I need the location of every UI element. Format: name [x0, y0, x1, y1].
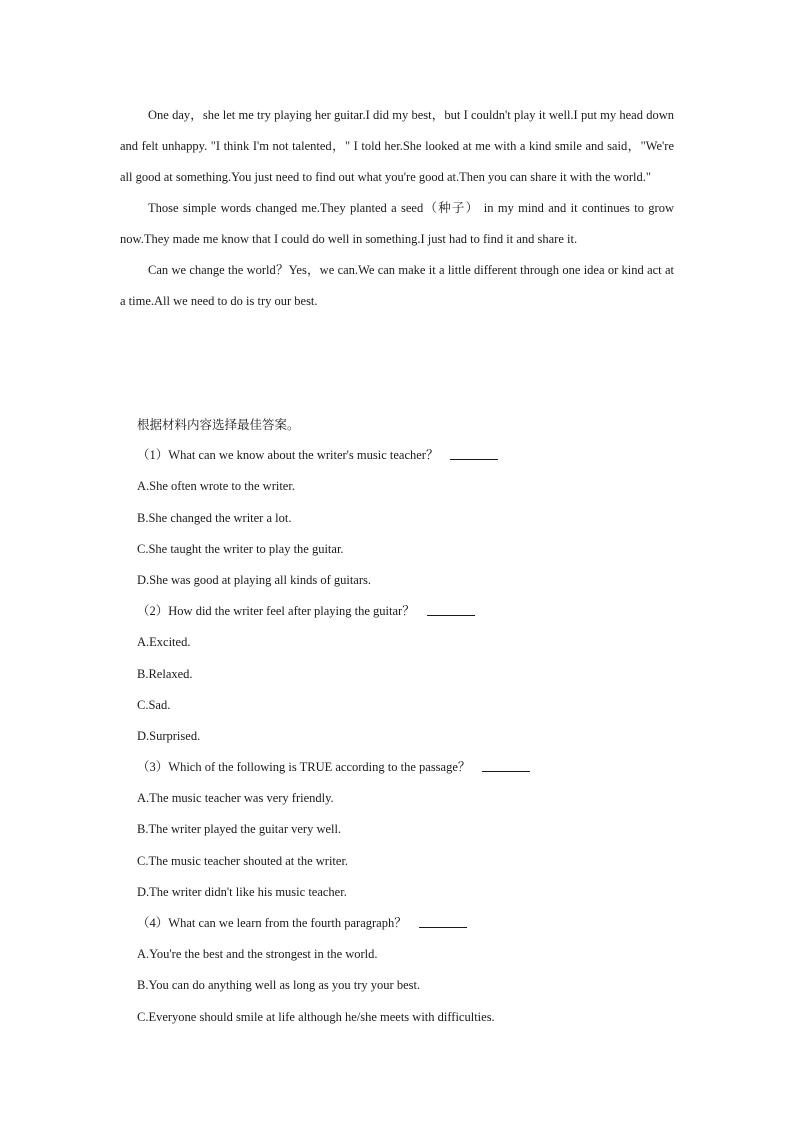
question-number: （1）	[137, 448, 169, 463]
question-3	[137, 752, 697, 783]
option-b: B.She changed the writer a lot.	[137, 510, 292, 525]
option-a: A.The music teacher was very friendly.	[137, 791, 334, 806]
answer-blank[interactable]	[450, 458, 498, 460]
option-a: A.Excited.	[137, 635, 191, 650]
question-stem: What can we learn from the fourth paragraph？	[168, 916, 407, 930]
passage-paragraph-2: Those simple words changed me.They planted a seed（种子） in my mind and it continues to grow now.They made me know that I could do well in something.I just had to find it and share it.	[120, 201, 674, 246]
option-c: C.The music teacher shouted at the writer.	[137, 853, 349, 868]
option-c: C.Sad.	[137, 697, 171, 712]
exercise-instruction: 根据材料内容选择最佳答案。	[137, 417, 300, 432]
option-a: A.You're the best and the strongest in the world.	[137, 947, 378, 962]
answer-blank[interactable]	[482, 770, 530, 772]
option-d: D.Surprised.	[137, 728, 201, 743]
option-c: C.Everyone should smile at life although he/she meets with difficulties.	[137, 1009, 495, 1024]
passage-paragraph-3: Can we change the world？Yes，we can.We can make it a little different through one idea or kind act at a time.All we need to do is try our best.	[120, 263, 674, 308]
question-number: （3）	[137, 760, 169, 775]
question-stem: What can we know about the writer's music teacher？	[168, 448, 439, 463]
answer-blank[interactable]	[419, 926, 467, 928]
question-1	[137, 440, 697, 471]
option-b: B.The writer played the guitar very well.	[137, 822, 342, 837]
option-b: B.You can do anything well as long as you try your best.	[137, 978, 421, 993]
option-c: C.She taught the writer to play the guitar.	[137, 541, 344, 556]
passage-paragraph-1: One day，she let me try playing her guitar.I did my best，but I couldn't play it well.I put my head down and felt unhappy. "I think I'm not talented，" I told her.She looked at me with a kind smile and said，"We're all good at something.You just need to find out what you're good at.Then you can share it with the world."	[120, 108, 674, 184]
answer-blank[interactable]	[427, 614, 475, 616]
question-number: （2）	[137, 604, 169, 619]
question-section	[137, 409, 697, 1033]
question-4	[137, 908, 697, 939]
question-stem: How did the writer feel after playing the guitar？	[168, 604, 415, 619]
reading-passage	[120, 100, 674, 317]
option-b: B.Relaxed.	[137, 666, 193, 681]
option-d: D.She was good at playing all kinds of guitars.	[137, 572, 371, 587]
option-a: A.She often wrote to the writer.	[137, 479, 295, 494]
question-number: （4）	[137, 916, 169, 930]
question-2	[137, 596, 697, 627]
option-d: D.The writer didn't like his music teacher.	[137, 884, 347, 899]
question-stem: Which of the following is TRUE according to the passage？	[168, 760, 471, 775]
